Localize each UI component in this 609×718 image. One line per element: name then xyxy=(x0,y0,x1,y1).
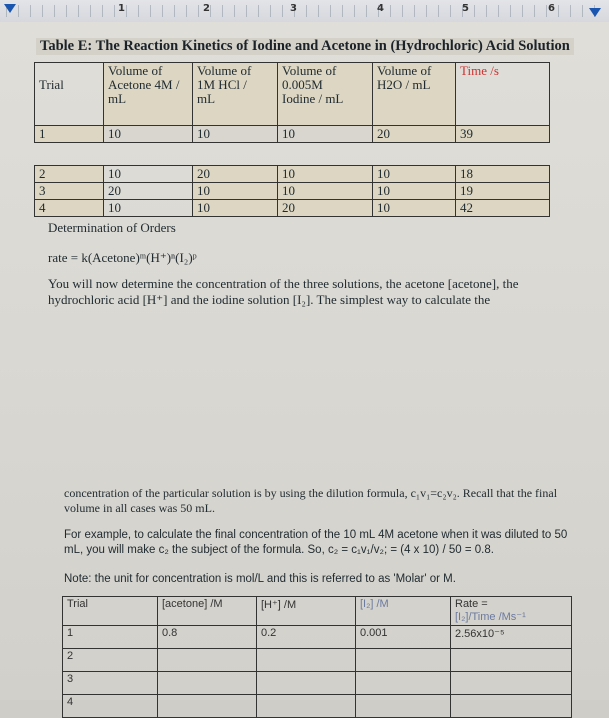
cell-trial: 2 xyxy=(63,649,158,672)
table-row xyxy=(35,200,550,217)
cell-iodine: 10 xyxy=(278,126,373,143)
header-rate: Rate = [I₂]/Time /Ms⁻¹ xyxy=(451,597,572,626)
header-trial: Trial xyxy=(35,63,104,126)
table-row xyxy=(63,626,572,649)
cell-hcl: 20 xyxy=(193,166,278,183)
cell-acetone-conc[interactable] xyxy=(158,695,257,718)
header-h-conc: [H⁺] /M xyxy=(257,597,356,626)
cell-water: 10 xyxy=(373,183,456,200)
cell-acetone-conc[interactable] xyxy=(158,649,257,672)
volume-table xyxy=(34,62,550,217)
determination-heading: Determination of Orders xyxy=(48,220,176,235)
cell-trial: 2 xyxy=(35,166,104,183)
ruler-number: 5 xyxy=(462,3,469,14)
table-caption: Table E: The Reaction Kinetics of Iodine and Acetone in (Hydrochloric) Acid Solution xyxy=(36,38,574,55)
dilution-paragraph: concentration of the particular solution is by using the dilution formula, c₁v₁=c₂v₂. Recall that the final volume in all cases was 50 mL. xyxy=(64,486,558,515)
cell-acetone-conc[interactable] xyxy=(158,672,257,695)
cell-h-conc[interactable] xyxy=(257,672,356,695)
ruler-number: 4 xyxy=(377,3,384,14)
cell-h-conc[interactable] xyxy=(257,649,356,672)
cell-rate[interactable]: 2.56x10⁻⁵ xyxy=(451,626,572,649)
cell-acetone-conc[interactable]: 0.8 xyxy=(158,626,257,649)
cell-rate[interactable] xyxy=(451,672,572,695)
table-row xyxy=(35,183,550,200)
cell-hcl: 10 xyxy=(193,183,278,200)
cell-time: 42 xyxy=(456,200,550,217)
intro-paragraph: You will now determine the concentration of the three solutions, the acetone [acetone], the hydrochloric acid [H⁺] and the iodine solution [I₂]. The simplest way to calculate the xyxy=(48,276,519,307)
spacer-row xyxy=(35,143,550,166)
rate-equation: rate = k(Acetone)ᵐ(H⁺)ⁿ(I₂)ᵖ xyxy=(48,250,197,265)
header-acetone-conc: [acetone] /M xyxy=(158,597,257,626)
document-page xyxy=(0,22,609,708)
cell-i2-conc[interactable]: 0.001 xyxy=(356,626,451,649)
left-indent-marker[interactable] xyxy=(4,4,16,13)
table-header-row xyxy=(35,63,550,126)
cell-water: 20 xyxy=(373,126,456,143)
right-indent-marker[interactable] xyxy=(589,8,601,17)
cell-trial: 4 xyxy=(63,695,158,718)
ruler-number: 3 xyxy=(290,3,297,14)
example-paragraph: For example, to calculate the final concentration of the 10 mL 4M acetone when it was diluted to 50 mL, you will make c₂ the subject of the formula. So, c₂ = c₁v₁/v₂; = (4 x 10) / 50 = 0.8. xyxy=(64,529,568,556)
cell-time: 18 xyxy=(456,166,550,183)
table-row xyxy=(35,126,550,143)
ruler xyxy=(0,0,609,23)
cell-trial: 4 xyxy=(35,200,104,217)
ruler-number: 6 xyxy=(548,3,555,14)
cell-acetone: 10 xyxy=(104,200,193,217)
cell-i2-conc[interactable] xyxy=(356,672,451,695)
cell-water: 10 xyxy=(373,200,456,217)
cell-rate[interactable] xyxy=(451,695,572,718)
cell-time: 19 xyxy=(456,183,550,200)
ruler-number: 1 xyxy=(118,3,125,14)
header-time: Time /s xyxy=(456,63,550,126)
cell-acetone: 10 xyxy=(104,126,193,143)
cell-i2-conc[interactable] xyxy=(356,695,451,718)
cell-iodine: 10 xyxy=(278,166,373,183)
table-row xyxy=(63,672,572,695)
header-acetone: Volume of Acetone 4M / mL xyxy=(104,63,193,126)
cell-iodine: 10 xyxy=(278,183,373,200)
cell-h-conc[interactable] xyxy=(257,695,356,718)
cell-acetone: 10 xyxy=(104,166,193,183)
ruler-marks xyxy=(6,5,603,17)
cell-trial: 1 xyxy=(63,626,158,649)
cell-i2-conc[interactable] xyxy=(356,649,451,672)
unit-note: Note: the unit for concentration is mol/L and this is referred to as 'Molar' or M. xyxy=(64,573,456,585)
cell-hcl: 10 xyxy=(193,126,278,143)
cell-hcl: 10 xyxy=(193,200,278,217)
header-trial: Trial xyxy=(63,597,158,626)
cell-trial: 3 xyxy=(35,183,104,200)
header-i2-conc: [I₂] /M xyxy=(356,597,451,626)
cell-trial: 1 xyxy=(35,126,104,143)
table-row xyxy=(35,166,550,183)
cell-water: 10 xyxy=(373,166,456,183)
cell-acetone: 20 xyxy=(104,183,193,200)
cell-rate[interactable] xyxy=(451,649,572,672)
header-iodine: Volume of 0.005M Iodine / mL xyxy=(278,63,373,126)
table-row xyxy=(63,695,572,718)
cell-iodine: 20 xyxy=(278,200,373,217)
ruler-number: 2 xyxy=(203,3,210,14)
cell-trial: 3 xyxy=(63,672,158,695)
header-water: Volume of H2O / mL xyxy=(373,63,456,126)
header-hcl: Volume of 1M HCl / mL xyxy=(193,63,278,126)
cell-h-conc[interactable]: 0.2 xyxy=(257,626,356,649)
table-header-row xyxy=(63,597,572,626)
table-row xyxy=(63,649,572,672)
cell-time: 39 xyxy=(456,126,550,143)
